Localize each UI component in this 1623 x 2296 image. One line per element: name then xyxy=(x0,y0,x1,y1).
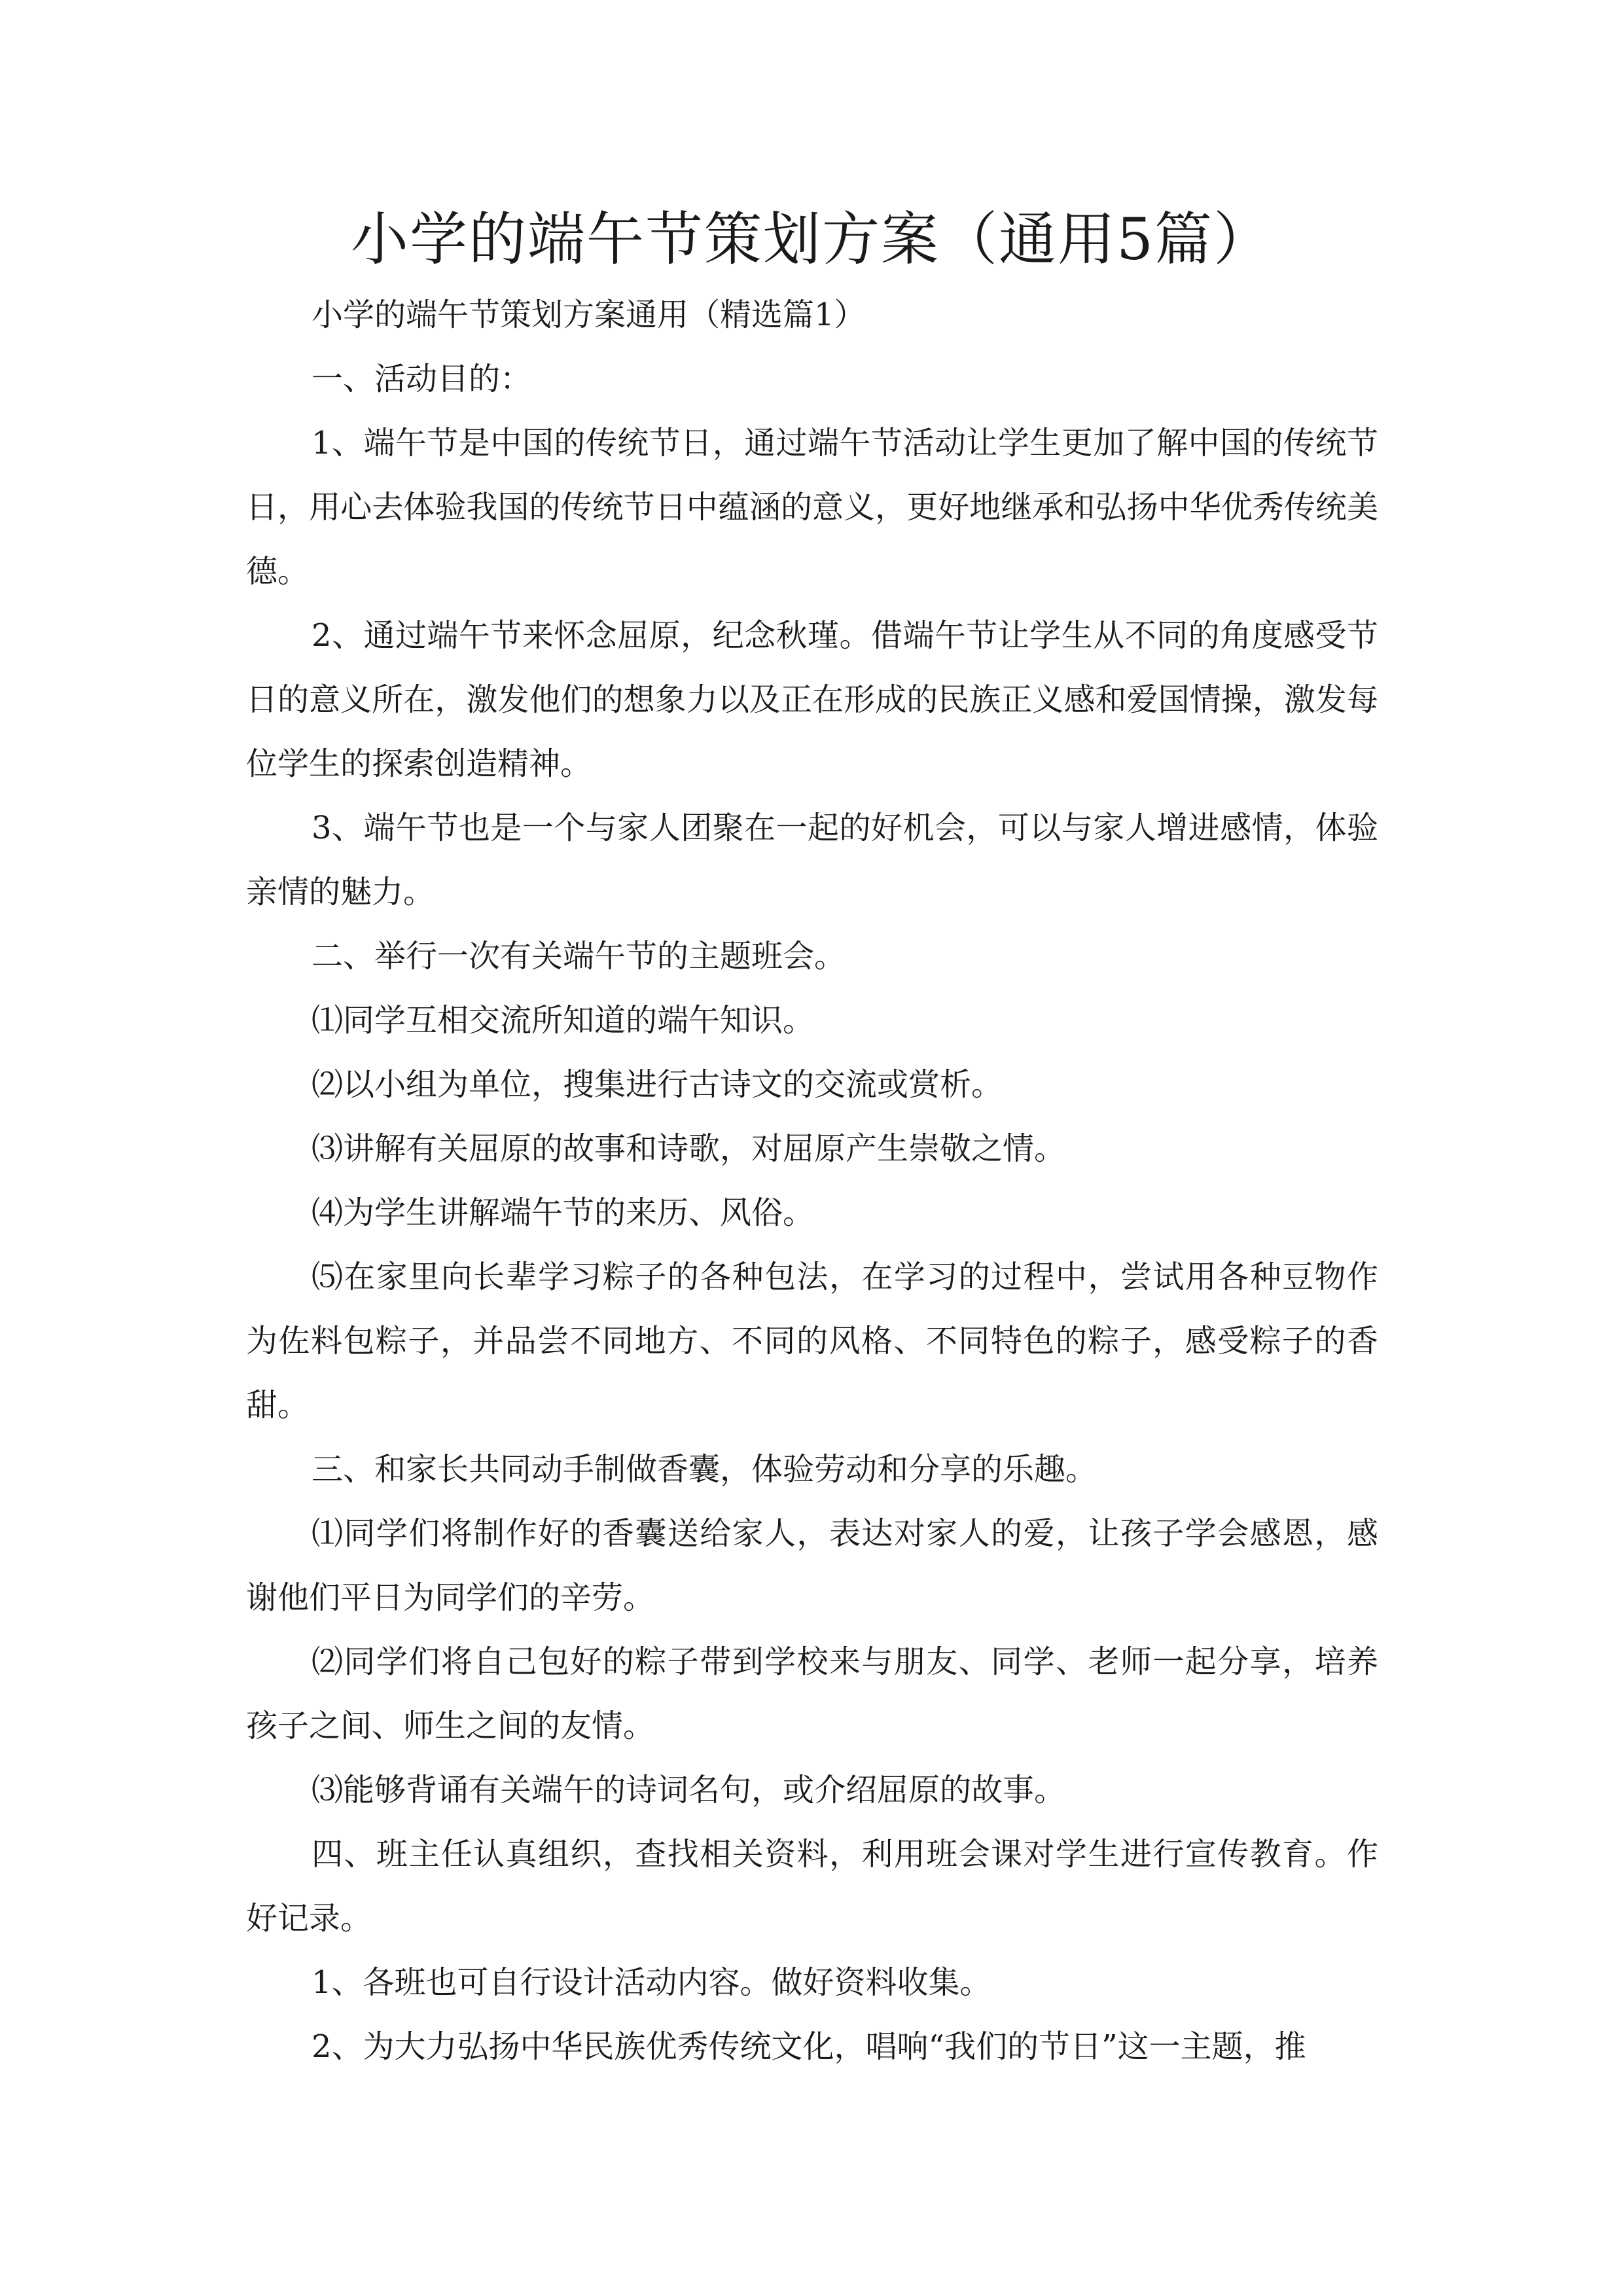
list-item: ⑶讲解有关屈原的故事和诗歌，对屈原产生崇敬之情。 xyxy=(312,1130,1066,1167)
list-item: ⑵以小组为单位，搜集进行古诗文的交流或赏析。 xyxy=(312,1066,1003,1103)
section-heading: 四、班主任认真组织，查找相关资料，利用班会课对学生进行宣传教育。作好记录。 xyxy=(246,1836,1378,1937)
section-heading: 三、和家长共同动手制做香囊，体验劳动和分享的乐趣。 xyxy=(312,1451,1097,1488)
list-item: ⑶能够背诵有关端午的诗词名句，或介绍屈原的故事。 xyxy=(312,1772,1066,1808)
list-item: ⑴同学互相交流所知道的端午知识。 xyxy=(312,1002,815,1039)
section-heading: 一、活动目的： xyxy=(312,361,532,397)
section-heading: 二、举行一次有关端午节的主题班会。 xyxy=(312,938,846,975)
document-title: 小学的端午节策划方案（通用5篇） xyxy=(351,206,1272,273)
paragraph: 2、通过端午节来怀念屈原，纪念秋瑾。借端午节让学生从不同的角度感受节日的意义所在，激发他们的想象力以及正在形成的民族正义感和爱国情操，激发每位学生的探索创造精神。 xyxy=(246,617,1378,782)
paragraph: 1、各班也可自行设计活动内容。做好资料收集。 xyxy=(312,1964,991,2001)
document-body xyxy=(246,283,1378,2079)
list-item: ⑴同学们将制作好的香囊送给家人，表达对家人的爱，让孩子学会感恩，感谢他们平日为同学们的辛劳。 xyxy=(246,1515,1378,1616)
list-item: ⑷为学生讲解端午节的来历、风俗。 xyxy=(312,1194,815,1231)
list-item: ⑵同学们将自己包好的粽子带到学校来与朋友、同学、老师一起分享，培养孩子之间、师生之间的友情。 xyxy=(246,1643,1378,1744)
paragraph: 2、为大力弘扬中华民族优秀传统文化，唱响“我们的节日”这一主题，推 xyxy=(312,2028,1306,2065)
list-item: ⑸在家里向长辈学习粽子的各种包法，在学习的过程中，尝试用各种豆物作为佐料包粽子，并品尝不同地方、不同的风格、不同特色的粽子，感受粽子的香甜。 xyxy=(246,1259,1378,1424)
paragraph: 3、端午节也是一个与家人团聚在一起的好机会，可以与家人增进感情，体验亲情的魅力。 xyxy=(246,810,1378,910)
paragraph: 1、端午节是中国的传统节日，通过端午节活动让学生更加了解中国的传统节日，用心去体验我国的传统节日中蕴涵的意义，更好地继承和弘扬中华优秀传统美德。 xyxy=(246,425,1378,590)
section-heading: 小学的端午节策划方案通用（精选篇1） xyxy=(312,296,866,333)
